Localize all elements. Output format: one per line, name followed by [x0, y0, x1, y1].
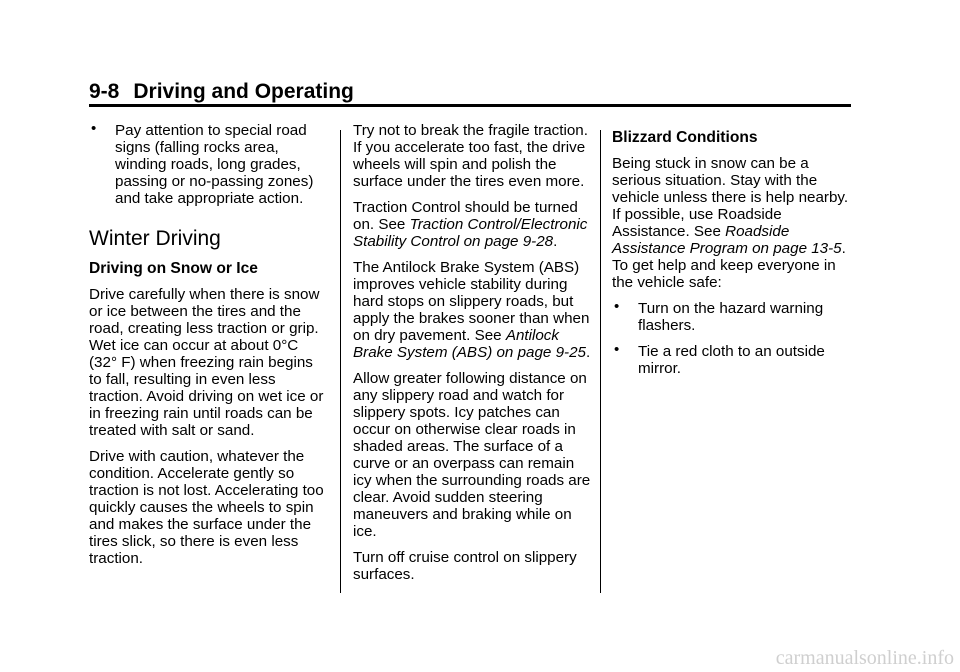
bullet-icon: • [614, 341, 620, 358]
paragraph [353, 259, 591, 361]
subheading-blizzard-conditions: Blizzard Conditions [612, 129, 758, 146]
bullet-item [89, 122, 327, 207]
paragraph-text: . [553, 233, 558, 250]
paragraph: Allow greater following distance on any slippery road and watch for slippery spots. Icy patches can occur on otherwise clear roads in shaded areas. The surface of a curve or an overpass can remain icy when the surrounding roads are clear. Avoid sudden steering maneuvers and braking while on ice. [353, 370, 591, 540]
paragraph-text: The Antilock Brake System (ABS) improves vehicle stability during hard stops on slippery roads, but apply the brakes sooner than when on dry pavement. See [353, 259, 590, 344]
section-heading-winter-driving: Winter Driving [89, 227, 221, 250]
page-header [89, 78, 851, 106]
cross-reference-abs[interactable]: Antilock Brake System (ABS) on page 9-25 [353, 327, 586, 361]
paragraph-text: . [586, 344, 591, 361]
paragraph: Try not to break the fragile traction. If you accelerate too fast, the drive wheels will spin and polish the surface under the tires even more. [353, 122, 588, 190]
column-divider-2 [600, 130, 601, 593]
cross-reference-roadside-assistance[interactable]: Roadside Assistance Program on page 13-5 [612, 223, 842, 257]
bullet-icon: • [91, 120, 97, 137]
cross-reference-traction-control[interactable]: Traction Control/Electronic Stability Control on page 9-28 [353, 216, 588, 250]
paragraph: Drive with caution, whatever the condition. Accelerate gently so traction is not lost. Accelerating too quickly causes the wheels to spin and makes the surface under the tires slick, so there is even less traction. [89, 448, 324, 567]
bullet-text: Pay attention to special road signs (falling rocks area, winding roads, long grades, passing or no-passing zones) and take appropriate action. [115, 122, 314, 207]
paragraph [353, 199, 591, 250]
header-rule [89, 104, 851, 107]
bullet-text: Tie a red cloth to an outside mirror. [638, 343, 825, 377]
watermark: carmanualsonline.info [775, 647, 954, 669]
column-2 [353, 122, 591, 592]
bullet-item [612, 300, 852, 334]
page-number: 9-8 [89, 80, 120, 103]
bullet-item [612, 343, 852, 377]
bullet-text: Turn on the hazard warning flashers. [638, 300, 824, 334]
subheading-snow-ice: Driving on Snow or Ice [89, 260, 258, 277]
column-divider-1 [340, 130, 341, 593]
column-3 [612, 122, 852, 386]
section-title: Driving and Operating [133, 80, 354, 103]
paragraph [612, 155, 852, 291]
paragraph-text: . To get help and keep everyone in the vehicle safe: [612, 240, 846, 291]
paragraph: Drive carefully when there is snow or ice between the tires and the road, creating less traction or grip. Wet ice can occur at about 0°C (32° F) when freezing rain begins to fall, resulting in even less traction. Avoid driving on wet ice or in freezing rain until roads can be treated with salt or sand. [89, 286, 324, 439]
column-1 [89, 122, 327, 576]
paragraph-text: Traction Control should be turned on. See [353, 199, 578, 233]
bullet-icon: • [614, 298, 620, 315]
paragraph-text: Being stuck in snow can be a serious situation. Stay with the vehicle unless there is help nearby. If possible, use Roadside Assistance. See [612, 155, 849, 240]
paragraph: Turn off cruise control on slippery surfaces. [353, 549, 577, 583]
